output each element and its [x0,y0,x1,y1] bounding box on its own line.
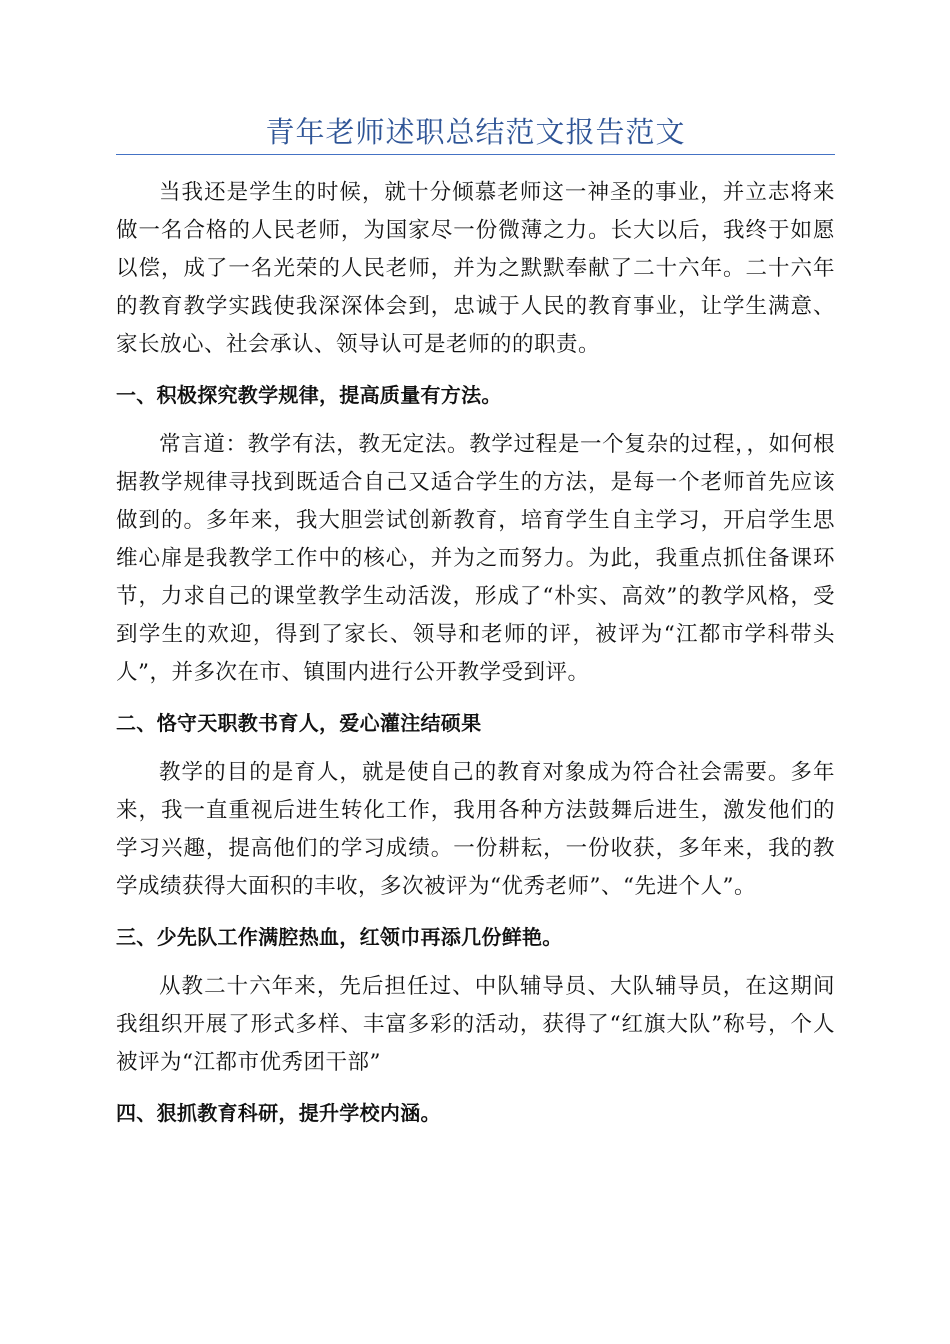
section-3-heading: 三、少先队工作满腔热血，红领巾再添几份鲜艳。 [116,925,563,949]
document-title: 青年老师述职总结范文报告范文 [265,115,686,149]
section-2-body: 教学的目的是育人，就是使自己的教育对象成为符合社会需要。多年来，我一直重视后进生转化工作，我用各种方法鼓舞后进生，激发他们的学习兴趣，提高他们的学习成绩。一份耕耘，一份收获，多年来，我的教学成绩获得大面积的丰收，多次被评为“优秀老师”、“先进个人”。 [116,760,835,899]
section-4-heading: 四、狠抓教育科研，提升学校内涵。 [116,1101,441,1125]
section-1-body: 常言道：教学有法，教无定法。教学过程是一个复杂的过程，，如何根据教学规律寻找到既适合自己又适合学生的方法，是每一个老师首先应该做到的。多年来，我大胆尝试创新教育，培育学生自主学习，开启学生思维心扉是我教学工作中的核心，并为之而努力。为此，我重点抓住备课环节，力求自己的课堂教学生动活泼，形成了“朴实、高效”的教学风格，受到学生的欢迎，得到了家长、领导和老师的评，被评为“江都市学科带头人”，并多次在市、镇围内进行公开教学受到评。 [116,432,835,685]
intro-paragraph: 当我还是学生的时候，就十分倾慕老师这一神圣的事业，并立志将来做一名合格的人民老师，为国家尽一份微薄之力。长大以后，我终于如愿以偿，成了一名光荣的人民老师，并为之默默奉献了二十六年。二十六年的教育教学实践使我深深体会到，忠诚于人民的教育事业，让学生满意、家长放心、社会承认、领导认可是老师的的职责。 [116,180,835,357]
section-2-heading: 二、恪守天职教书育人，爱心灌注结硕果 [116,711,482,735]
section-3-body: 从教二十六年来，先后担任过、中队辅导员、大队辅导员，在这期间我组织开展了形式多样、丰富多彩的活动，获得了“红旗大队”称号，个人被评为“江都市优秀团干部” [116,974,835,1075]
title-underline [116,154,835,155]
section-1-heading: 一、积极探究教学规律，提高质量有方法。 [116,383,502,407]
document-body [116,174,835,1144]
